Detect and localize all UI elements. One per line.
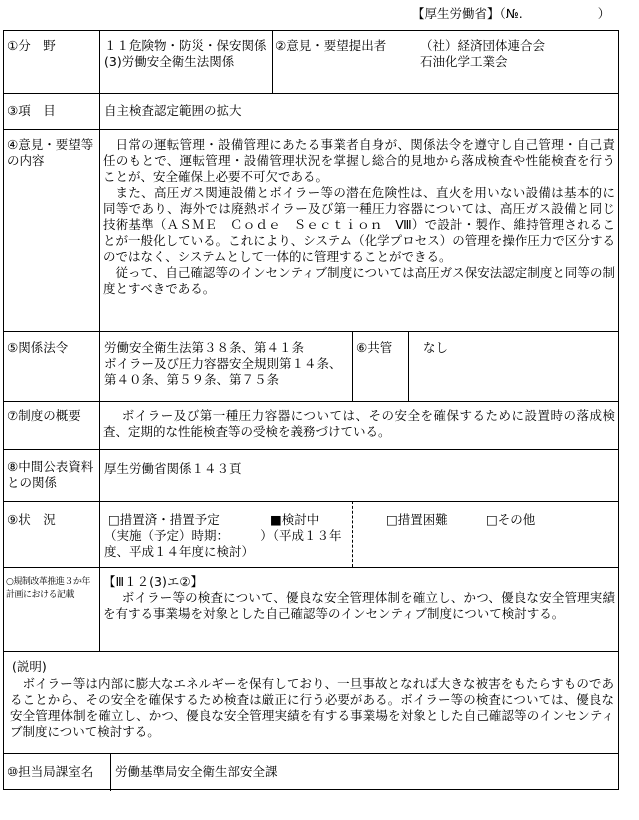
status-schedule: （実施（予定）時期： ）（平成１３年度、平成１４年度に検討） xyxy=(104,528,342,559)
row-divider xyxy=(4,753,618,754)
row-divider xyxy=(4,401,618,402)
number-label: （№. ） xyxy=(499,6,611,21)
opinion-text xyxy=(103,137,615,297)
item-label: ③項 目 xyxy=(7,103,56,118)
office-value: 労働基準局安全衛生部安全課 xyxy=(115,764,278,779)
item-value: 自主検査認定範囲の拡大 xyxy=(104,103,242,118)
status-label: ⑨状 況 xyxy=(7,512,56,527)
overview-label: ⑦制度の概要 xyxy=(7,408,81,423)
opinion-label: ④意見・要望等の内容 xyxy=(7,137,94,168)
plan-ref: 【Ⅲ１２(3)エ②】 xyxy=(103,574,204,589)
opinion-paragraph: 従って、自己確認等のインセンティブ制度については高圧ガス保安法認定制度と同等の制度とすべきである。 xyxy=(103,265,615,296)
interim-value: 厚生労働省関係１４３頁 xyxy=(104,461,242,476)
field-value: １１危険物・防災・保安関係 (3)労働安全衛生法関係 xyxy=(104,38,267,69)
opinion-paragraph: また、高圧ガス関連設備とボイラー等の潜在危険性は、直火を用いない設備は基本的に同等であり、海外では廃熱ボイラー及び第一種圧力容器については、高圧ガス設備と同じ技術基準（ＡＳＭＥ Ｃｏｄｅ Ｓｅｃｔｉｏｎ Ⅷ）で設計・製作、維持管理されることが一般化している。これにより、システム（化学プロセス）の管理を操作圧力で区分するのではなく、システムとして一体的に管理することができる。 xyxy=(103,185,615,264)
ministry-label: 【厚生労働省】 xyxy=(412,6,500,21)
row-divider xyxy=(4,129,618,130)
row-divider xyxy=(4,331,618,332)
row-divider xyxy=(4,567,618,568)
status-option-other: □その他 xyxy=(486,512,536,527)
col-divider xyxy=(99,501,100,567)
joint-value: なし xyxy=(423,340,449,355)
col-divider xyxy=(99,331,100,401)
col-divider xyxy=(99,129,100,331)
row-divider xyxy=(4,449,618,450)
col-divider xyxy=(99,93,100,129)
status-option-difficult: □措置困難 xyxy=(386,512,448,527)
overview-value: ボイラー及び第一種圧力容器については、その安全を確保するために設置時の落成検査、定期的な性能検査等の受検を義務づけている。 xyxy=(103,408,615,439)
col-divider xyxy=(352,331,353,401)
joint-label: ⑥共管 xyxy=(356,340,393,355)
status-option-done: □措置済・措置予定 xyxy=(108,512,220,527)
submitter-value: （社）経済団体連合会 石油化学工業会 xyxy=(420,38,546,69)
laws-label: ⑤関係法令 xyxy=(7,340,69,355)
col-divider xyxy=(99,401,100,449)
field-label: ①分 野 xyxy=(7,38,56,53)
col-divider xyxy=(99,567,100,651)
page-header xyxy=(412,4,610,22)
col-divider xyxy=(408,331,409,401)
form-table xyxy=(3,30,619,790)
plan-label: ○規制改革推進３か年計画における記載 xyxy=(6,577,90,600)
row-divider xyxy=(4,651,618,652)
col-divider xyxy=(99,31,100,93)
col-divider-dashed xyxy=(352,501,353,567)
explanation-title: (説明) xyxy=(12,659,47,674)
opinion-paragraph: 日常の運転管理・設備管理にあたる事業者自身が、関係法令を遵守し自己管理・自己責任のもとで、運転管理・設備管理状況を掌握し総合的見地から落成検査や性能検査を行うことが、安全確保上必要不可欠である。 xyxy=(103,137,615,184)
laws-value: 労働安全衛生法第３８条、第４１条 ボイラー及び圧力容器安全規則第１４条、第４０条、第５９条、第７５条 xyxy=(104,340,342,387)
plan-value: ボイラー等の検査について、優良な安全管理体制を確立し、かつ、優良な安全管理実績を有する事業場を対象とした自己確認等のインセンティブ制度について検討する。 xyxy=(103,590,615,621)
submitter-label: ②意見・要望提出者 xyxy=(275,38,387,53)
explanation-value: ボイラー等は内部に膨大なエネルギーを保有しており、一旦事故となれば大きな被害をもたらすものであることから、その安全を確保するため検査は厳正に行う必要がある。ボイラー等の検査については、優良な安全管理体制を確立し、かつ、優良な安全管理実績を有する事業場を対象とした自己確認等のインセンティブ制度について検討する。 xyxy=(10,676,614,739)
interim-label: ⑧中間公表資料との関係 xyxy=(7,459,94,490)
col-divider xyxy=(99,449,100,501)
col-divider xyxy=(272,31,273,93)
row-divider xyxy=(4,93,618,94)
status-option-reviewing: ■検討中 xyxy=(270,512,320,527)
row-divider xyxy=(4,501,618,502)
col-divider xyxy=(110,753,111,791)
office-label: ⑩担当局課室名 xyxy=(7,764,94,779)
